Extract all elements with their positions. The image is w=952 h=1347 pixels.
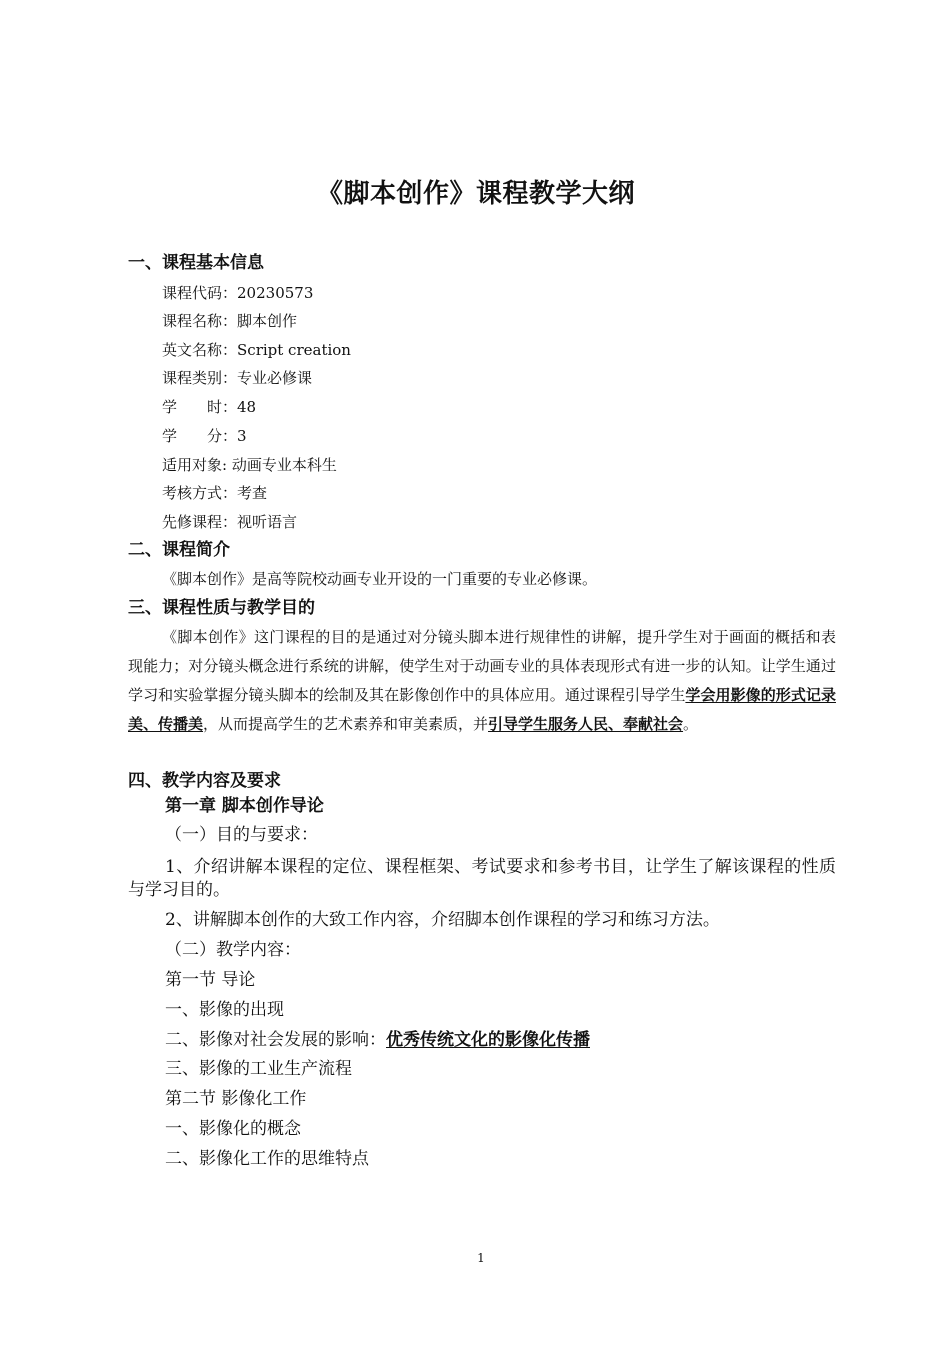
info-label: 英文名称：: [162, 341, 238, 359]
purpose-text: 。: [683, 715, 699, 733]
info-row-assessment: [162, 482, 267, 504]
content-item: [165, 1027, 590, 1053]
info-value: 脚本创作: [237, 312, 298, 330]
content-item: 三、影像的工业生产流程: [165, 1059, 352, 1079]
purpose-paragraph: [128, 623, 836, 739]
info-row-course-category: [162, 367, 312, 389]
goal-item: 1、介绍讲解本课程的定位、课程框架、考试要求和参考书目，让学生了解该课程的性质与学习目的。: [128, 857, 836, 900]
info-value: 3: [237, 427, 247, 445]
info-row-hours: [162, 396, 256, 418]
goals-heading: （一）目的与要求：: [165, 825, 318, 845]
goal-item: 2、讲解脚本创作的大致工作内容，介绍脚本创作课程的学习和练习方法。: [165, 910, 720, 930]
info-label: 课程代码：: [162, 284, 238, 302]
emphasis-text: 学会用影像的形式记录美、传播美: [128, 686, 836, 733]
chapter-title: 第一章 脚本创作导论: [165, 796, 324, 816]
info-value: 专业必修课: [237, 369, 313, 387]
section-heading-purpose: 三、课程性质与教学目的: [128, 598, 315, 618]
info-value: Script creation: [237, 341, 351, 359]
info-row-prerequisite: [162, 511, 297, 533]
page-number: 1: [477, 1251, 485, 1265]
document-title: 《脚本创作》课程教学大纲: [316, 179, 635, 209]
emphasis-text: 优秀传统文化的影像化传播: [386, 1030, 590, 1050]
content-item: 二、影像化工作的思维特点: [165, 1149, 369, 1169]
info-row-credits: [162, 425, 247, 447]
section-heading-intro: 二、课程简介: [128, 540, 230, 560]
section-title: 第二节 影像化工作: [165, 1089, 307, 1109]
info-value: 20230573: [237, 284, 314, 302]
info-row-english-name: [162, 339, 351, 361]
emphasis-text: 引导学生服务人民、奉献社会: [488, 715, 684, 733]
content-heading: （二）教学内容：: [165, 940, 301, 960]
info-value: 动画专业本科生: [231, 456, 337, 474]
info-label: 学 时：: [162, 398, 238, 416]
info-label: 学 分：: [162, 427, 238, 445]
info-value: 48: [237, 398, 257, 416]
purpose-text: ，从而提高学生的艺术素养和审美素质，并: [203, 715, 489, 733]
section-title: 第一节 导论: [165, 970, 256, 990]
section-heading-basic-info: 一、课程基本信息: [128, 253, 264, 273]
info-row-course-code: [162, 282, 313, 304]
info-value: 考查: [237, 484, 268, 502]
purpose-text: 《脚本创作》这门课程的目的是通过对分镜头脚本进行规律性的讲解，提升学生对于画面的概括和表现能力；对分镜头概念进行系统的讲解，使学生对于动画专业的具体表现形式有进一步的认知。让学生通过学习和实验掌握分镜头脚本的绘制及其在影像创作中的具体应用。通过课程引导学生: [128, 628, 836, 704]
info-label: 课程类别：: [162, 369, 238, 387]
info-label: 适用对象:: [162, 456, 232, 474]
info-label: 考核方式：: [162, 484, 238, 502]
content-item: 一、影像化的概念: [165, 1119, 301, 1139]
info-row-course-name: [162, 310, 297, 332]
intro-paragraph: 《脚本创作》是高等院校动画专业开设的一门重要的专业必修课。: [162, 570, 598, 588]
section-heading-content: 四、教学内容及要求: [128, 771, 281, 791]
content-item-text: 二、影像对社会发展的影响：: [165, 1030, 386, 1050]
info-label: 课程名称：: [162, 312, 238, 330]
content-item: 一、影像的出现: [165, 1000, 284, 1020]
info-row-target-students: [162, 454, 337, 476]
info-value: 视听语言: [237, 513, 298, 531]
info-label: 先修课程：: [162, 513, 238, 531]
